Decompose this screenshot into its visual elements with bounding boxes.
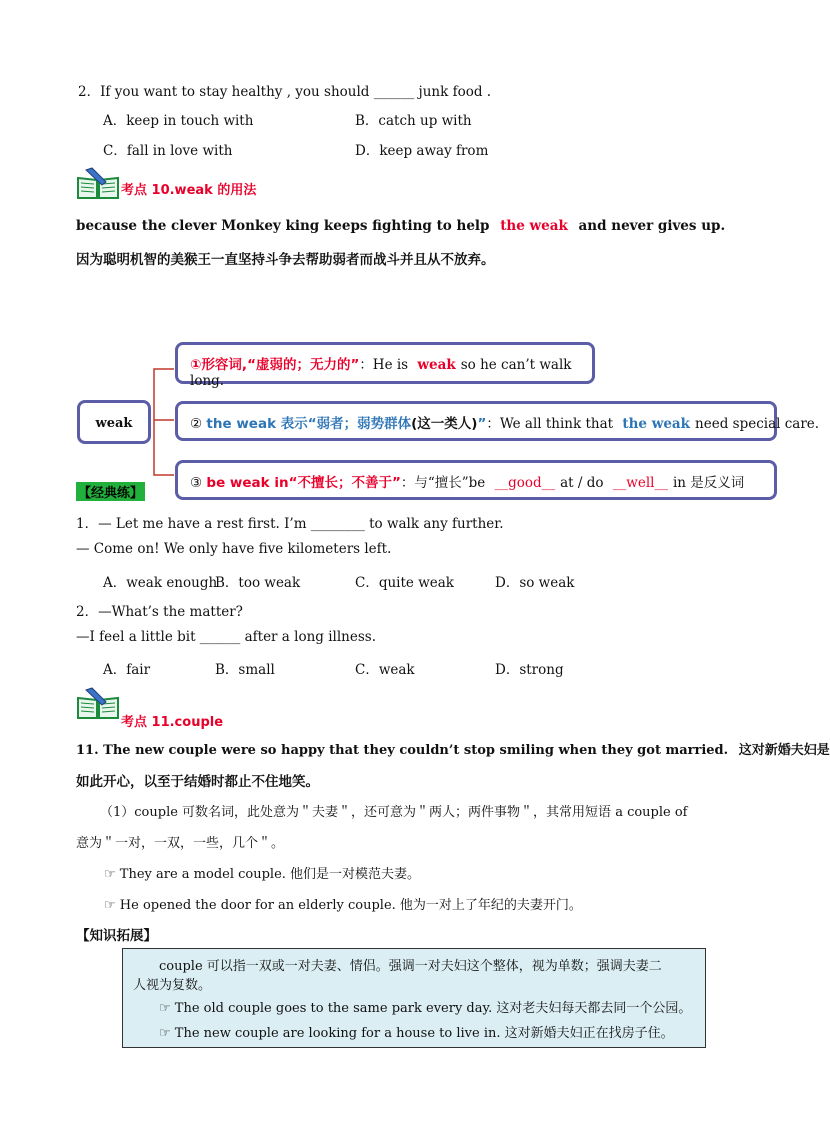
sentence-post: and never gives up. (578, 218, 726, 234)
book-pencil-icon (76, 168, 120, 200)
branch-3-label: be weak in“不擅长；不善于” (206, 475, 401, 491)
q1-option-a: A．weak enough (103, 575, 218, 591)
branch-1-highlight: weak (417, 357, 456, 373)
branch-adjective (175, 342, 595, 389)
q2-option-d: D．strong (495, 662, 564, 678)
q2-option-c: C．weak (355, 662, 415, 678)
branch-1-num: ① (190, 357, 202, 373)
sentence-pre: because the clever Monkey king keeps fighting to help (76, 218, 490, 234)
branch-2-post: need special care. (695, 416, 820, 432)
option-d: D．keep away from (355, 143, 489, 159)
branch-3-num: ③ (190, 475, 203, 491)
branch-2-label: the weak 表示“弱者；弱势群体 (206, 416, 412, 432)
branch-3-blank-1: __good__ (494, 475, 556, 491)
couple-sentence-zh-2: 如此开心，以至于结婚时都止不住地笑。 (76, 774, 319, 790)
practice-q2-stem: 2．—What’s the matter? (76, 604, 243, 620)
q2-option-a: A．fair (103, 662, 151, 678)
couple-note-1: （1）couple 可数名词，此处意为＂夫妻＂，还可意为＂两人；两件事物＂，其常用短语 a couple of (100, 805, 688, 820)
example-sentence (76, 218, 725, 234)
branch-1-example: ：He is (359, 357, 409, 373)
extend-tag: 【知识拓展】 (76, 928, 157, 944)
sentence-highlight: the weak (500, 218, 568, 234)
practice-tag: 【经典练】 (76, 482, 145, 501)
couple-example-2: ☞ He opened the door for an elderly couple. 他为一对上了年纪的夫妻开门。 (104, 898, 582, 913)
couple-example-1: ☞ They are a model couple. 他们是一对模范夫妻。 (104, 867, 421, 882)
extend-box (122, 948, 706, 1048)
q1-option-b: B．too weak (215, 575, 301, 591)
branch-1-text (190, 353, 571, 373)
branch-2-paren: (这一类人) (411, 416, 478, 432)
book-pencil-icon (76, 688, 120, 720)
q1-option-c: C．quite weak (355, 575, 454, 591)
branch-2-highlight: the weak (622, 416, 691, 432)
root-label: weak (95, 416, 133, 431)
option-a: A．keep in touch with (103, 113, 254, 129)
couple-sentence (76, 739, 830, 758)
couple-sentence-zh-1: 这对新婚夫妇是 (738, 743, 830, 758)
branch-1-label: 形容词,“虚弱的；无力的” (201, 357, 360, 373)
section-heading: 考点 10.weak 的用法 (121, 183, 257, 198)
practice-q1-reply: — Come on! We only have five kilometers left. (76, 541, 392, 557)
option-b: B．catch up with (355, 113, 472, 129)
branch-3-post: in 是反义词 (672, 475, 745, 491)
practice-q1-stem: 1．— Let me have a rest first. I’m ________ to walk any further. (76, 516, 504, 532)
option-c: C．fall in love with (103, 143, 233, 159)
practice-q2-reply: —I feel a little bit ______ after a long illness. (76, 629, 376, 645)
branch-3-blank-2: __well__ (612, 475, 668, 491)
branch-2-example: ：We all think that (486, 416, 614, 432)
q2-option-b: B．small (215, 662, 275, 678)
sentence-translation: 因为聪明机智的美猴王一直坚持斗争去帮助弱者而战斗并且从不放弃。 (76, 252, 495, 268)
branch-2-quote: ” (477, 416, 487, 432)
branch-the-weak (175, 401, 820, 441)
couple-note-2: 意为＂一对，一双，一些，几个＂。 (76, 836, 285, 851)
extend-line-1: couple 可以指一双或一对夫妻、情侣。强调一对夫妇这个整体，视为单数；强调夫妻二 (159, 959, 662, 974)
branch-2-num: ② (190, 416, 203, 432)
branch-2-text (190, 412, 819, 432)
q1-option-d: D．so weak (495, 575, 575, 591)
extend-example-1: ☞ The old couple goes to the same park every day. 这对老夫妇每天都去同一个公园。 (159, 1001, 692, 1016)
branch-weak-in (175, 460, 777, 500)
mindmap-root (77, 400, 151, 444)
question-stem: 2．If you want to stay healthy , you should ______ junk food . (78, 84, 492, 100)
branch-3-example: ：与“擅长”be (400, 475, 486, 491)
couple-sentence-en: 11. The new couple were so happy that they couldn’t stop smiling when they got married. (76, 743, 729, 758)
branch-1-clipped: long. (190, 373, 225, 389)
extend-example-2: ☞ The new couple are looking for a house to live in. 这对新婚夫妇正在找房子住。 (159, 1026, 674, 1041)
branch-1-post: so he can’t walk (460, 357, 572, 373)
branch-3-text (190, 471, 744, 491)
branch-3-mid: at / do (560, 475, 604, 491)
extend-line-2: 人视为复数。 (133, 978, 212, 993)
section-heading: 考点 11.couple (121, 715, 224, 730)
